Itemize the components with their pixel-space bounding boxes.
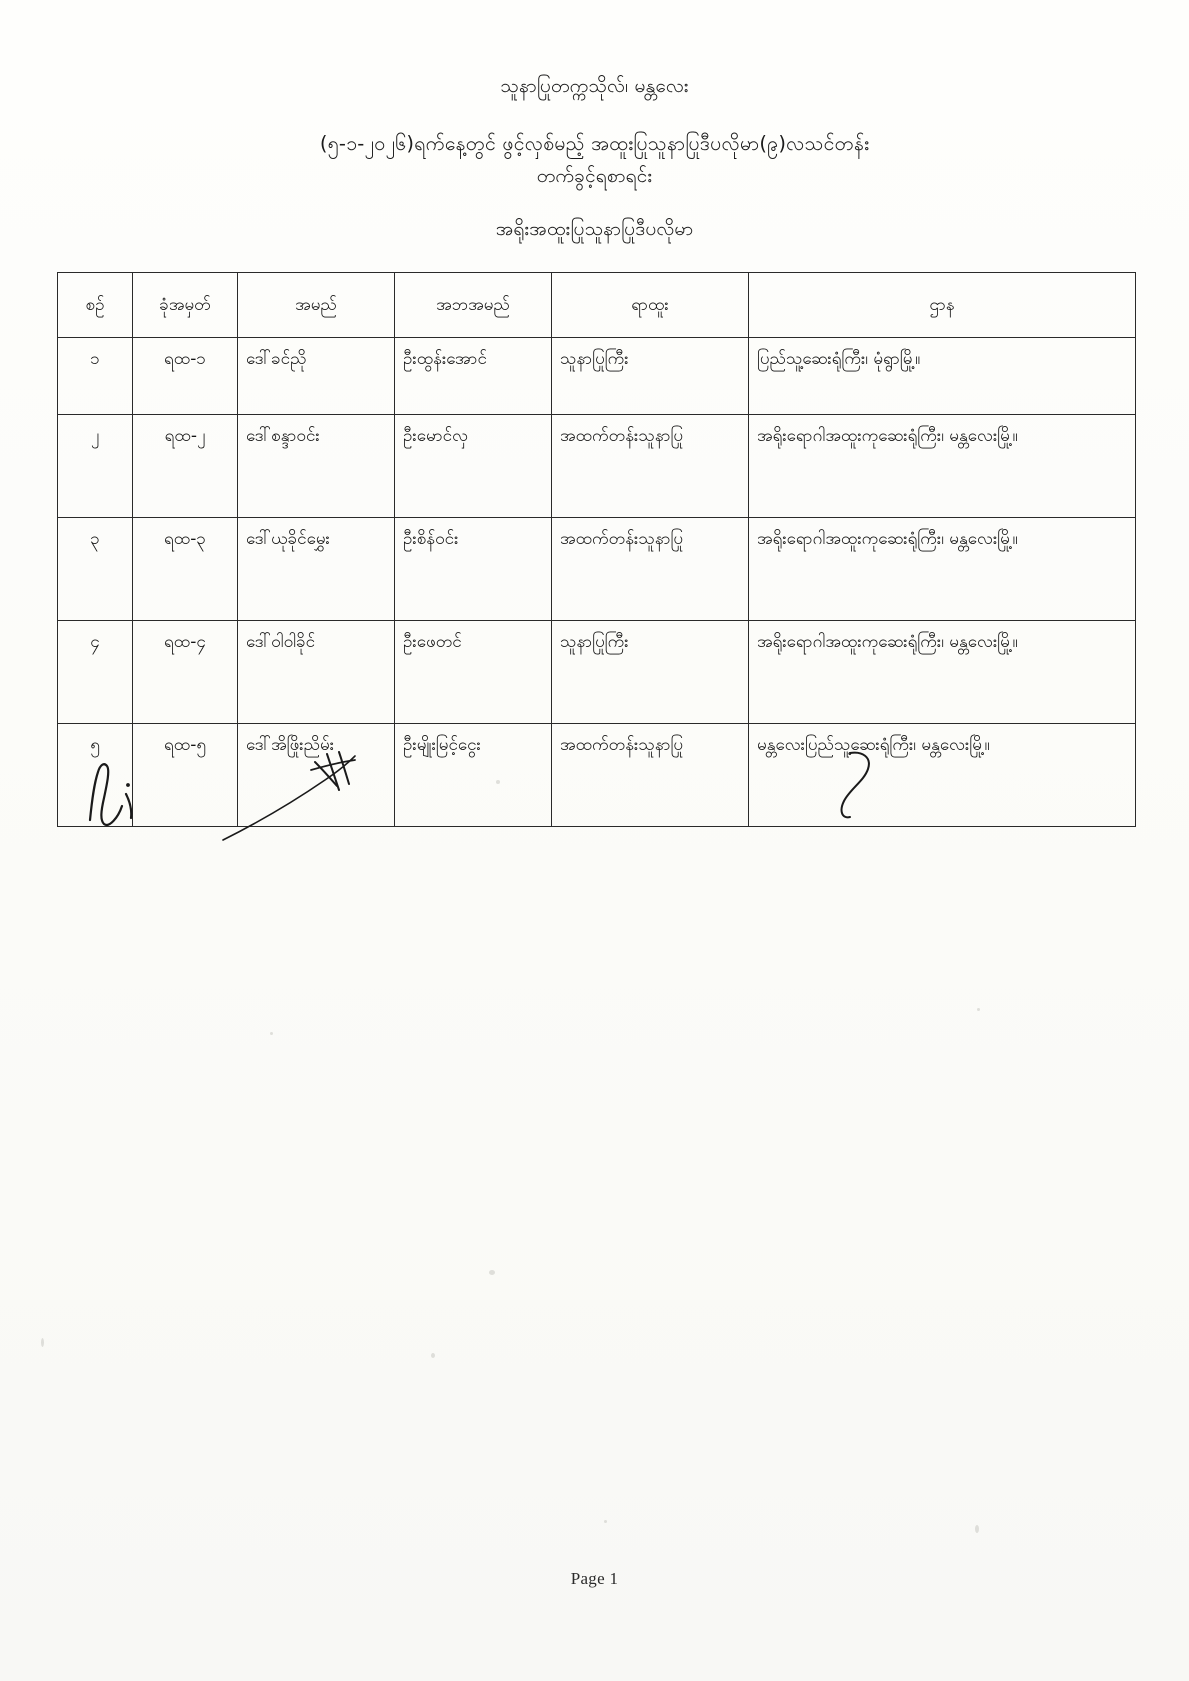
roster-table xyxy=(57,272,1136,827)
cell-place: အရိုးရောဂါအထူးကုဆေးရုံကြီး၊ မန္တလေးမြို့။ xyxy=(749,621,1136,724)
cell-no: ၂ xyxy=(58,415,133,518)
roster-table-wrapper xyxy=(57,272,1136,827)
column-header-rank: ရာထူး xyxy=(552,273,749,338)
cell-father: ဦးထွန်းအောင် xyxy=(395,338,552,415)
cell-reg: ရထ-၄ xyxy=(133,621,238,724)
heading-main-line1: (၅-၁-၂၀၂၆)ရက်နေ့တွင် ဖွင့်လှစ်မည့် အထူးပြုသူနာပြုဒီပလိုမာ(၉)လသင်တန်း xyxy=(319,132,870,156)
scan-speck xyxy=(489,1270,495,1275)
column-header-reg: ခုံအမှတ် xyxy=(133,273,238,338)
page-footer: Page 1 xyxy=(570,1569,619,1588)
cell-father: ဦးစိန်ဝင်း xyxy=(395,518,552,621)
heading-main-line2: တက်ခွင့်ရစာရင်း xyxy=(536,164,653,187)
cell-name: ဒေါ်ခင်ညို xyxy=(238,338,395,415)
heading-section: အရိုးအထူးပြုသူနာပြုဒီပလိုမာ xyxy=(495,218,694,240)
cell-rank: အထက်တန်းသူနာပြု xyxy=(552,415,749,518)
scan-speck xyxy=(431,1353,435,1358)
scan-speck xyxy=(604,1520,607,1523)
cell-rank: သူနာပြုကြီး xyxy=(552,621,749,724)
cell-place: အရိုးရောဂါအထူးကုဆေးရုံကြီး၊ မန္တလေးမြို့။ xyxy=(749,415,1136,518)
cell-place: အရိုးရောဂါအထူးကုဆေးရုံကြီး၊ မန္တလေးမြို့။ xyxy=(749,518,1136,621)
table-row xyxy=(58,518,1136,621)
cell-reg: ရထ-၃ xyxy=(133,518,238,621)
scan-speck xyxy=(977,1008,980,1011)
table-header-row xyxy=(58,273,1136,338)
cell-no: ၄ xyxy=(58,621,133,724)
cell-rank: အထက်တန်းသူနာပြု xyxy=(552,724,749,827)
cell-name: ဒေါ်စန္ဒာဝင်း xyxy=(238,415,395,518)
cell-place: မန္တလေးပြည်သူ့ဆေးရုံကြီး၊ မန္တလေးမြို့။ xyxy=(749,724,1136,827)
cell-no: ၃ xyxy=(58,518,133,621)
cell-name: ဒေါ်အိဖြိုးညိမ်း xyxy=(238,724,395,827)
cell-place: ပြည်သူ့ဆေးရုံကြီး၊ မုံရွာမြို့။ xyxy=(749,338,1136,415)
cell-no: ၅ xyxy=(58,724,133,827)
column-header-father: အဘအမည် xyxy=(395,273,552,338)
cell-rank: အထက်တန်းသူနာပြု xyxy=(552,518,749,621)
table-row xyxy=(58,621,1136,724)
cell-reg: ရထ-၅ xyxy=(133,724,238,827)
cell-name: ဒေါ်ယုခိုင်မွှေး xyxy=(238,518,395,621)
cell-father: ဦးမောင်လှ xyxy=(395,415,552,518)
table-row xyxy=(58,338,1136,415)
cell-name: ဒေါ်ဝါဝါခိုင် xyxy=(238,621,395,724)
cell-rank: သူနာပြုကြီး xyxy=(552,338,749,415)
cell-father: ဦးမျိုးမြင့်ငွေး xyxy=(395,724,552,827)
document-header xyxy=(0,72,1189,244)
cell-no: ၁ xyxy=(58,338,133,415)
table-row xyxy=(58,724,1136,827)
cell-reg: ရထ-၁ xyxy=(133,338,238,415)
column-header-place: ဌာန xyxy=(749,273,1136,338)
column-header-name: အမည် xyxy=(238,273,395,338)
table-body xyxy=(58,338,1136,827)
heading-institution: သူနာပြုတက္ကသိုလ်၊ မန္တလေး xyxy=(500,75,689,97)
scan-speck xyxy=(41,1338,44,1347)
column-header-no: စဉ် xyxy=(58,273,133,338)
scan-speck xyxy=(270,1032,273,1035)
cell-reg: ရထ-၂ xyxy=(133,415,238,518)
table-row xyxy=(58,415,1136,518)
table-head xyxy=(58,273,1136,338)
cell-father: ဦးဖေတင် xyxy=(395,621,552,724)
scan-speck xyxy=(975,1525,979,1533)
